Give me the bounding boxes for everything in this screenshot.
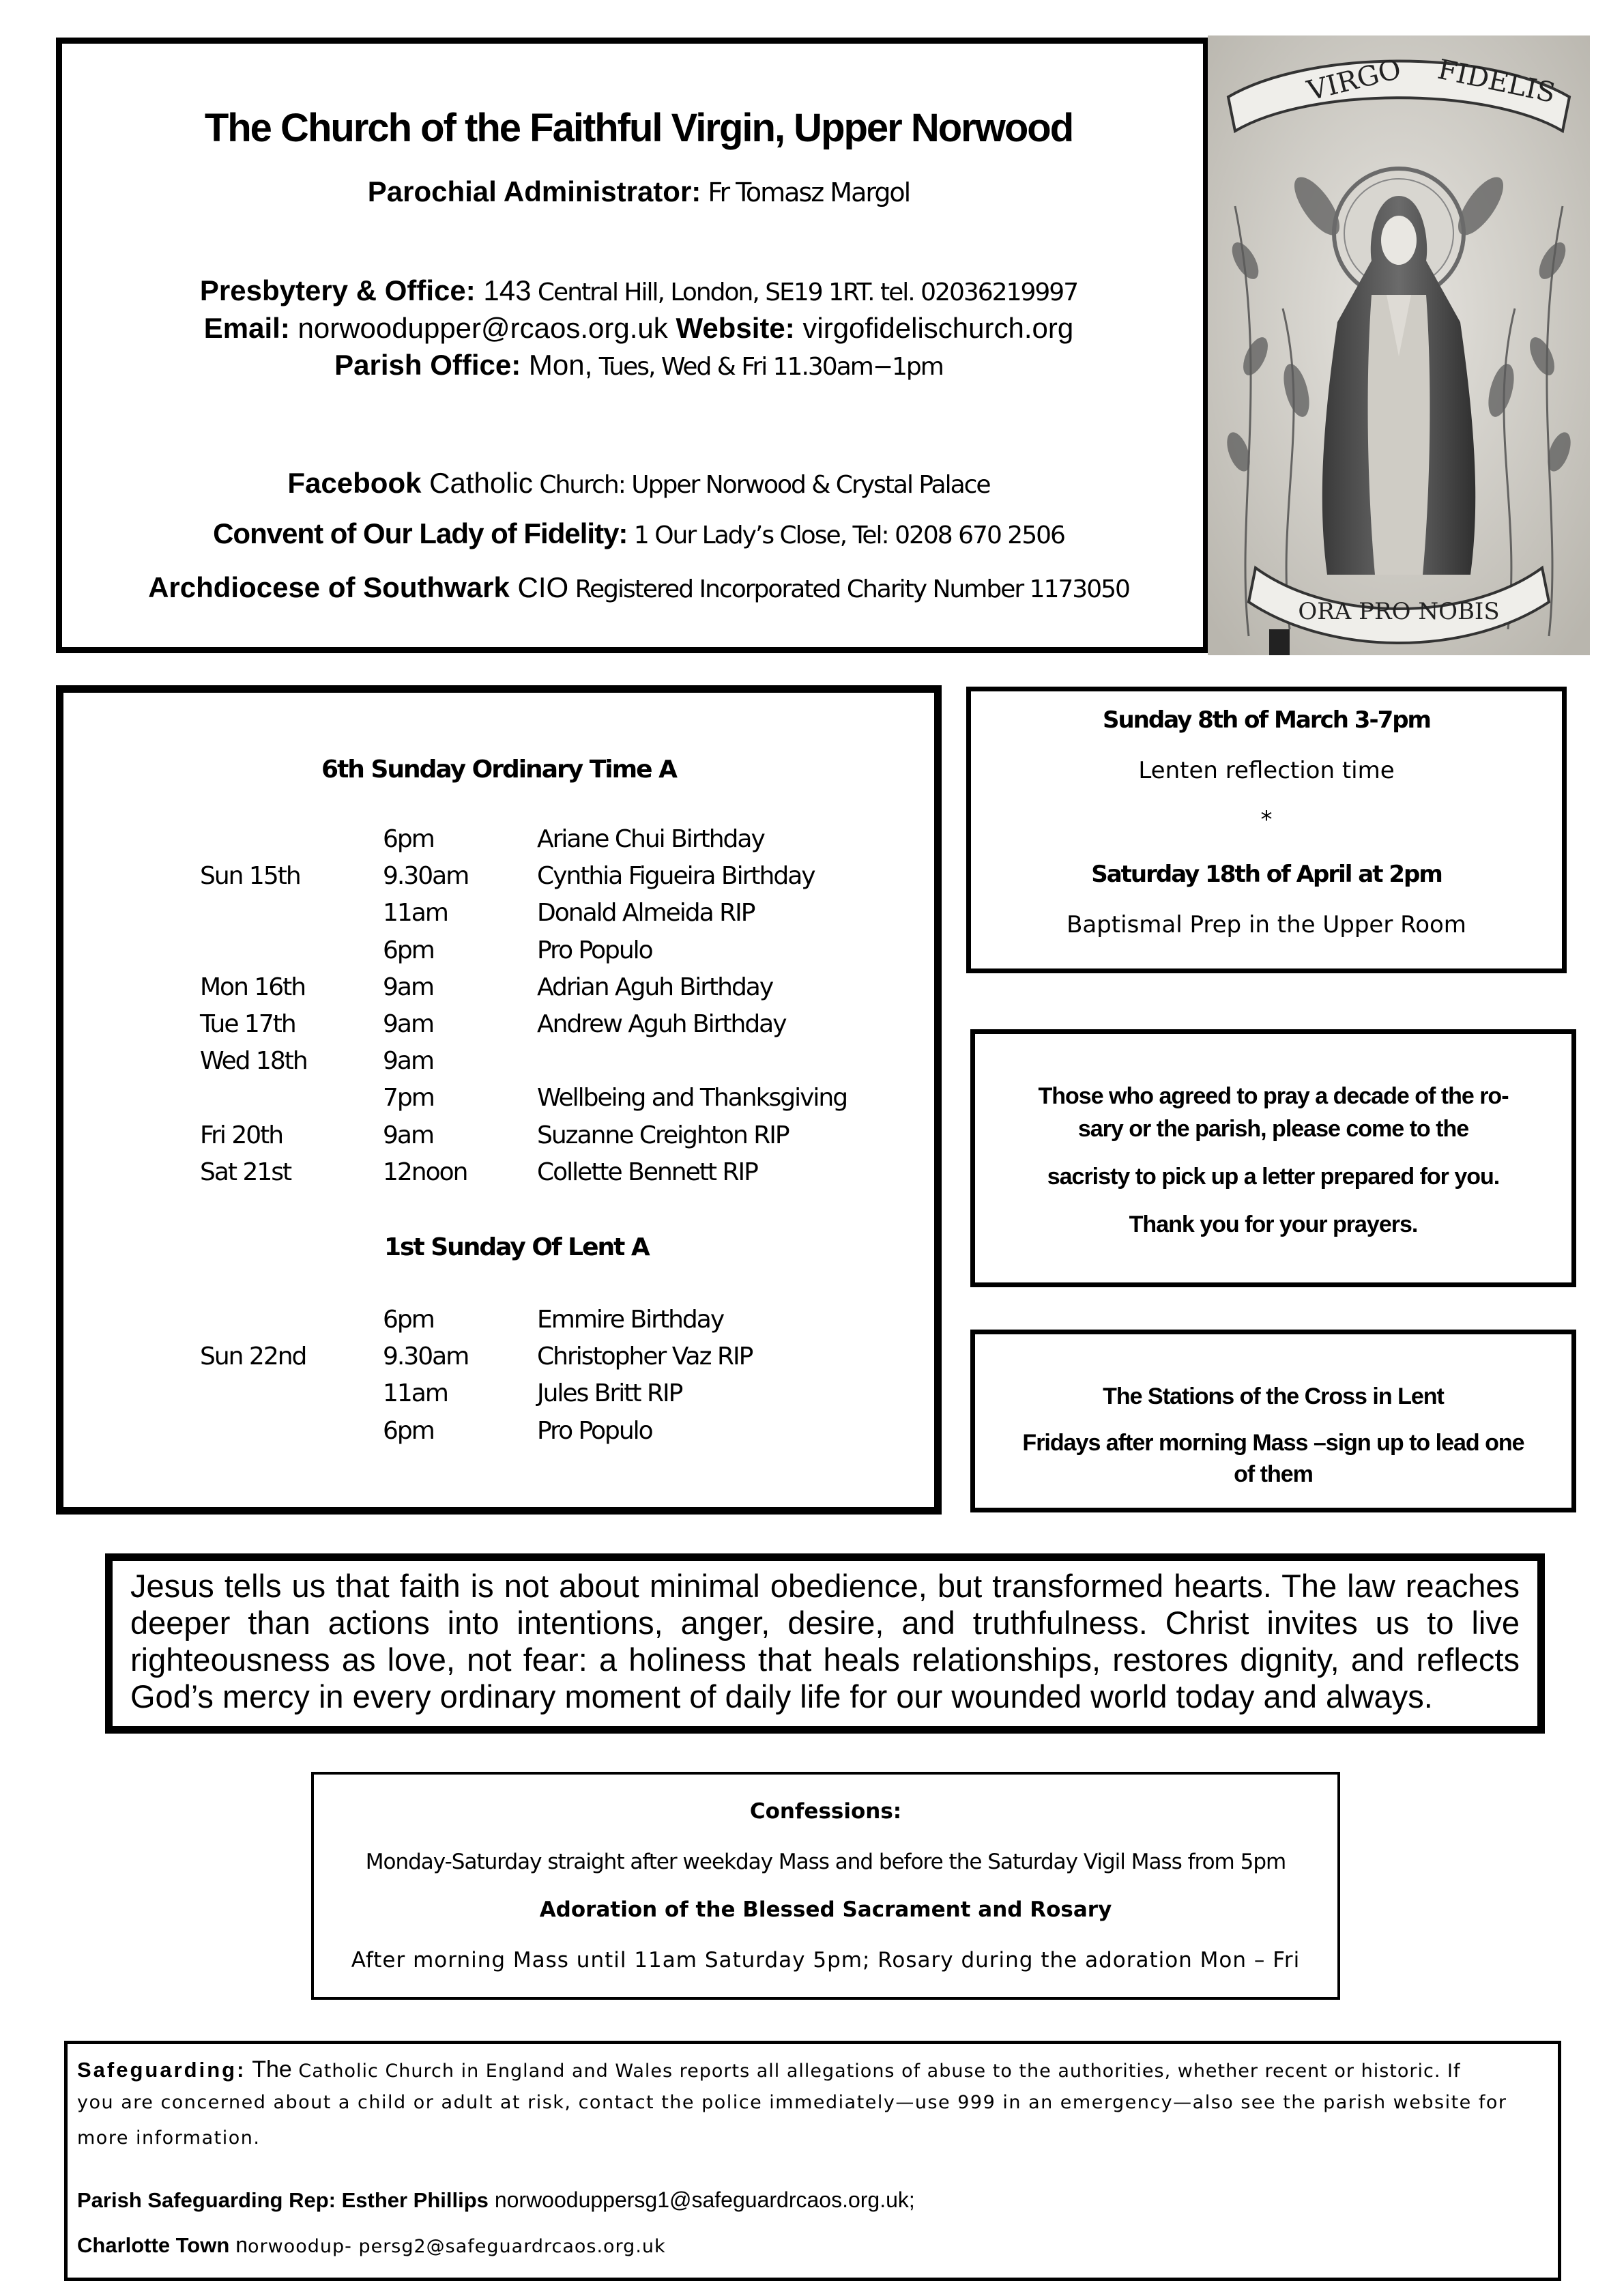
archdiocese-line bbox=[62, 571, 1215, 604]
event-desc-2: Baptismal Prep in the Upper Room bbox=[1067, 911, 1466, 938]
mass-time: 6pm bbox=[383, 825, 434, 853]
safeguarding-rep-email: norwooduppersg1@safeguardrcaos.org.uk; bbox=[488, 2187, 915, 2212]
mass-intention: Jules Britt RIP bbox=[537, 1379, 682, 1408]
office-mon: Mon, bbox=[521, 349, 593, 381]
events-box bbox=[966, 687, 1567, 973]
safeguarding-text-2: you are concerned about a child or adult at risk, contact the police immediately—use 999 in an emergency—also see the parish website for bbox=[77, 2092, 1507, 2113]
safeguarding-rep-label: Parish Safeguarding Rep: Esther Phillips bbox=[77, 2188, 489, 2212]
admin-line bbox=[62, 175, 1215, 208]
event-date-2: Saturday 18th of April at 2pm bbox=[1091, 861, 1442, 888]
mass-intention: Collette Bennett RIP bbox=[537, 1158, 757, 1186]
stations-line-2: of them bbox=[1234, 1461, 1313, 1487]
stations-line-1: Fridays after morning Mass –sign up to lead one bbox=[1022, 1430, 1524, 1456]
virgin-mary-image bbox=[1208, 35, 1590, 655]
convent-value: 1 Our Lady’s Close, Tel: 0208 670 2506 bbox=[627, 521, 1064, 549]
safeguarding-rep2-n: n bbox=[229, 2233, 248, 2257]
mass-day: Wed 18th bbox=[200, 1047, 307, 1076]
mass-intention: Cynthia Figueira Birthday bbox=[537, 862, 815, 891]
mass-intention: Ariane Chui Birthday bbox=[537, 825, 764, 853]
convent-label: Convent of Our Lady of Fidelity: bbox=[213, 517, 628, 549]
mass-time: 6pm bbox=[383, 1306, 434, 1334]
rosary-line-3: sacristy to pick up a letter prepared for you. bbox=[1047, 1164, 1500, 1190]
banner-bottom: ORA PRO NOBIS bbox=[1298, 598, 1500, 625]
safeguarding-text-3: more information. bbox=[77, 2127, 261, 2149]
mass-intention: Pro Populo bbox=[537, 1416, 652, 1445]
mass-time: 7pm bbox=[383, 1084, 434, 1113]
mass-time: 9am bbox=[383, 1047, 434, 1076]
rosary-line-1: Those who agreed to pray a decade of the ro- bbox=[1038, 1083, 1509, 1109]
mass-day: Fri 20th bbox=[200, 1121, 283, 1149]
mass-time: 9.30am bbox=[383, 1343, 469, 1371]
mass-intention: Donald Almeida RIP bbox=[537, 899, 755, 928]
admin-label: Parochial Administrator: bbox=[367, 175, 701, 207]
presbytery-label: Presbytery & Office: bbox=[199, 274, 476, 306]
mass-intention: Emmire Birthday bbox=[537, 1306, 724, 1334]
archdiocese-value: Registered Incorporated Charity Number 1173050 bbox=[568, 575, 1129, 603]
event-separator: * bbox=[1260, 806, 1273, 833]
safeguarding-rep2-email: orwoodup- persg2@safeguardrcaos.org.uk bbox=[247, 2236, 666, 2257]
mass-day: Sat 21st bbox=[200, 1158, 291, 1186]
mass-intention: Suzanne Creighton RIP bbox=[537, 1121, 789, 1149]
church-name: The Church of the Faithful Virgin, Upper Norwood bbox=[204, 106, 1073, 150]
header-box bbox=[56, 38, 1209, 653]
email-label: Email: bbox=[203, 312, 290, 344]
event-desc-1: Lenten reflection time bbox=[1138, 757, 1395, 784]
safeguarding-box bbox=[64, 2041, 1561, 2281]
office-label: Parish Office: bbox=[334, 349, 521, 381]
event-date-1: Sunday 8th of March 3-7pm bbox=[1102, 706, 1430, 734]
office-days: Tues, Wed & Fri 11.30am−1pm bbox=[592, 353, 943, 381]
confessions-times: Monday-Saturday straight after weekday Mass and before the Saturday Vigil Mass from 5pm bbox=[365, 1850, 1286, 1874]
facebook-catholic: Catholic bbox=[421, 467, 533, 499]
safeguarding-the: The bbox=[246, 2056, 292, 2082]
mass-time: 9am bbox=[383, 1121, 434, 1149]
mass-times-box bbox=[56, 685, 942, 1515]
mass-time: 9am bbox=[383, 1010, 434, 1038]
mass-intention: Adrian Aguh Birthday bbox=[537, 973, 773, 1001]
mass-intention: Andrew Aguh Birthday bbox=[537, 1010, 786, 1038]
archdiocese-cio: CIO bbox=[509, 571, 569, 603]
confessions-box bbox=[311, 1772, 1340, 2000]
email-line bbox=[62, 312, 1215, 345]
mass-time: 12noon bbox=[383, 1158, 467, 1186]
reflection-text: Jesus tells us that faith is not about minimal obedience, but transformed hearts. The law reaches deeper than actions into intentions, anger, desire, and truthfulness. Christ invites us to live righteousness as love, not fear: a holiness that heals relationships, restores dignity, and reflects God’s mercy in every ordinary moment of daily life for our wounded world today and always. bbox=[130, 1568, 1520, 1714]
safeguarding-rep2-line bbox=[77, 2233, 666, 2258]
mass-intention: Christopher Vaz RIP bbox=[537, 1343, 753, 1371]
mass-time: 11am bbox=[383, 1379, 448, 1408]
rosary-box bbox=[970, 1029, 1576, 1287]
mass-time: 9am bbox=[383, 973, 434, 1001]
adoration-times: After morning Mass until 11am Saturday 5pm; Rosary during the adoration Mon – Fri bbox=[351, 1948, 1301, 1972]
admin-name: Fr Tomasz Margol bbox=[701, 177, 910, 207]
safeguarding-label: Safeguarding: bbox=[77, 2058, 246, 2082]
website-label: Website: bbox=[676, 312, 795, 344]
website-value: virgofidelischurch.org bbox=[794, 312, 1074, 344]
archdiocese-label: Archdiocese of Southwark bbox=[148, 571, 510, 603]
banner-top-left: VIRGO bbox=[1304, 53, 1404, 107]
mass-intention: Pro Populo bbox=[537, 936, 652, 964]
stations-box bbox=[970, 1330, 1576, 1512]
safeguarding-rep2-label: Charlotte Town bbox=[77, 2233, 230, 2257]
week2-title: 1st Sunday Of Lent A bbox=[384, 1233, 649, 1261]
mass-day: Sun 15th bbox=[200, 862, 300, 891]
mass-day: Sun 22nd bbox=[200, 1343, 306, 1371]
mass-intention: Wellbeing and Thanksgiving bbox=[537, 1084, 847, 1113]
banner-top-right: FIDELIS bbox=[1434, 53, 1558, 110]
presbytery-number: 143 bbox=[475, 274, 532, 306]
office-line bbox=[62, 349, 1215, 382]
facebook-label: Facebook bbox=[287, 467, 422, 499]
facebook-line bbox=[62, 467, 1215, 500]
safeguarding-text-1: Catholic Church in England and Wales reports all allegations of abuse to the authorities, whether recent or historic. If bbox=[291, 2061, 1461, 2082]
presbytery-line bbox=[62, 274, 1215, 307]
email-value: norwoodupper@rcaos.org.uk bbox=[289, 312, 676, 344]
adoration-title: Adoration of the Blessed Sacrament and Rosary bbox=[539, 1897, 1112, 1922]
rosary-line-2: sary or the parish, please come to the bbox=[1077, 1116, 1469, 1142]
presbytery-address: Central Hill, London, SE19 1RT. tel. 02036219997 bbox=[531, 278, 1078, 306]
confessions-title: Confessions: bbox=[749, 1799, 902, 1824]
mass-time: 6pm bbox=[383, 936, 434, 964]
mass-day: Tue 17th bbox=[200, 1010, 295, 1038]
mass-time: 6pm bbox=[383, 1416, 434, 1445]
mass-day: Mon 16th bbox=[200, 973, 306, 1001]
safeguarding-rep-line bbox=[77, 2187, 915, 2213]
reflection-box bbox=[105, 1553, 1545, 1734]
rosary-line-4: Thank you for your prayers. bbox=[1129, 1211, 1418, 1237]
week1-title: 6th Sunday Ordinary Time A bbox=[321, 756, 676, 784]
facebook-value: Church: Upper Norwood & Crystal Palace bbox=[532, 471, 990, 499]
stations-title: The Stations of the Cross in Lent bbox=[1103, 1383, 1444, 1409]
safeguarding-line-1 bbox=[77, 2056, 1460, 2083]
convent-line bbox=[62, 517, 1215, 550]
mass-time: 9.30am bbox=[383, 862, 469, 891]
mass-time: 11am bbox=[383, 899, 448, 928]
